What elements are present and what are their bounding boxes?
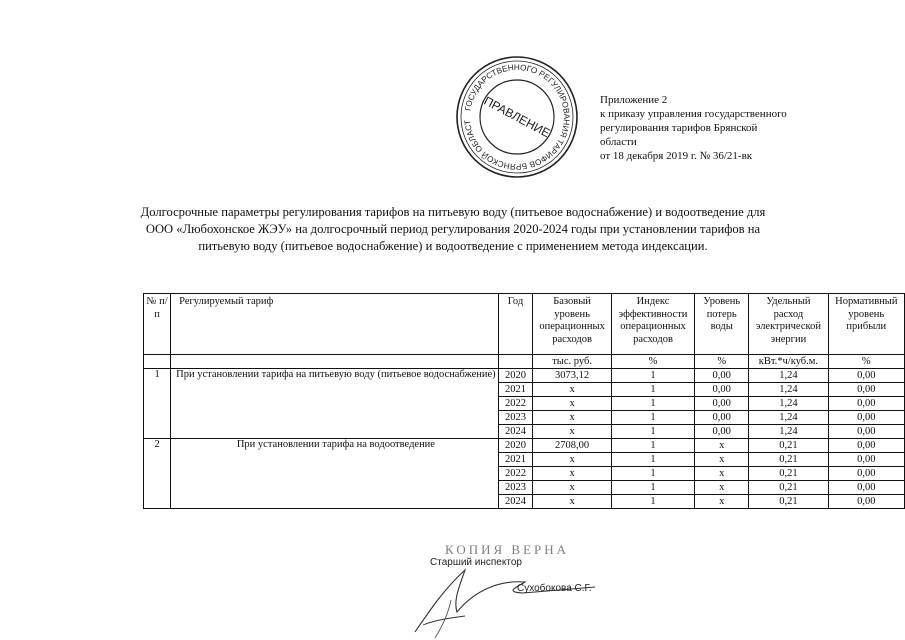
profit-cell: 0,00 xyxy=(828,439,904,453)
unit-base-costs: тыс. руб. xyxy=(533,355,612,369)
base-cell: х xyxy=(533,397,612,411)
energy-cell: 1,24 xyxy=(749,425,828,439)
appendix-line: от 18 декабря 2019 г. № 36/21-вк xyxy=(600,150,753,162)
unit-energy-consumption: кВт.*ч/куб.м. xyxy=(749,355,828,369)
profit-cell: 0,00 xyxy=(828,425,904,439)
index-cell: 1 xyxy=(611,467,694,481)
index-cell: 1 xyxy=(611,425,694,439)
loss-cell: х xyxy=(695,439,749,453)
energy-cell: 1,24 xyxy=(749,369,828,383)
stamp-center-text: ПРАВЛЕНИЕ xyxy=(481,93,553,141)
units-empty-cell xyxy=(144,355,171,369)
index-cell: 1 xyxy=(611,439,694,453)
header-base-costs: Базовый уровень операционных расходов xyxy=(533,294,612,355)
table-units-row xyxy=(144,355,905,369)
header-water-loss: Уровень потерь воды xyxy=(695,294,749,355)
base-cell: х xyxy=(533,425,612,439)
profit-cell: 0,00 xyxy=(828,411,904,425)
title-line: Долгосрочные параметры регулирования тарифов на питьевую воду (питьевое водоснабжение) и водоотведение для xyxy=(140,205,766,219)
base-cell: 2708,00 xyxy=(533,439,612,453)
profit-cell: 0,00 xyxy=(828,369,904,383)
tariff-name-cell: При установлении тарифа на водоотведение xyxy=(171,439,499,509)
index-cell: 1 xyxy=(611,383,694,397)
stamp-ring-text: ГОСУДАРСТВЕННОГО РЕГУЛИРОВАНИЯ ТАРИФОВ БРЯНСКОЙ ОБЛАСТ xyxy=(463,62,572,172)
base-cell: х xyxy=(533,495,612,509)
row-number-cell: 2 xyxy=(144,439,171,509)
title-line: ООО «Любохонское ЖЭУ» на долгосрочный период регулирования 2020-2024 годы при установлении тарифов на xyxy=(145,222,761,236)
signer-name: Сухобокова С.Г. xyxy=(517,583,592,594)
unit-efficiency-index: % xyxy=(611,355,694,369)
energy-cell: 0,21 xyxy=(749,453,828,467)
year-cell: 2023 xyxy=(498,411,533,425)
units-empty-cell xyxy=(171,355,499,369)
base-cell: х xyxy=(533,453,612,467)
parameters-table xyxy=(143,293,905,509)
year-cell: 2021 xyxy=(498,453,533,467)
header-energy-consumption: Удельный расход электрической энергии xyxy=(749,294,828,355)
unit-profit-level: % xyxy=(828,355,904,369)
profit-cell: 0,00 xyxy=(828,467,904,481)
loss-cell: х xyxy=(695,495,749,509)
units-empty-cell xyxy=(498,355,533,369)
year-cell: 2024 xyxy=(498,425,533,439)
year-cell: 2022 xyxy=(498,397,533,411)
index-cell: 1 xyxy=(611,481,694,495)
year-cell: 2023 xyxy=(498,481,533,495)
loss-cell: 0,00 xyxy=(695,369,749,383)
table-body xyxy=(144,369,905,509)
table-row xyxy=(144,369,905,383)
header-tariff: Регулируемый тариф xyxy=(171,294,499,355)
signer-position: Старший инспектор xyxy=(430,557,522,568)
base-cell: 3073,12 xyxy=(533,369,612,383)
header-num: № п/п xyxy=(144,294,171,355)
loss-cell: х xyxy=(695,481,749,495)
unit-water-loss: % xyxy=(695,355,749,369)
index-cell: 1 xyxy=(611,495,694,509)
energy-cell: 1,24 xyxy=(749,411,828,425)
index-cell: 1 xyxy=(611,397,694,411)
appendix-block xyxy=(600,93,850,163)
energy-cell: 0,21 xyxy=(749,481,828,495)
base-cell: х xyxy=(533,467,612,481)
index-cell: 1 xyxy=(611,411,694,425)
appendix-line: регулирования тарифов Брянской xyxy=(600,122,758,134)
loss-cell: х xyxy=(695,453,749,467)
loss-cell: 0,00 xyxy=(695,397,749,411)
row-number-cell: 1 xyxy=(144,369,171,439)
certification-block xyxy=(405,540,605,640)
base-cell: х xyxy=(533,481,612,495)
document-title xyxy=(60,204,846,255)
base-cell: х xyxy=(533,383,612,397)
profit-cell: 0,00 xyxy=(828,453,904,467)
header-efficiency-index: Индекс эффективности операционных расходов xyxy=(611,294,694,355)
tariff-name-cell: При установлении тарифа на питьевую воду (питьевое водоснабжение) xyxy=(171,369,499,439)
index-cell: 1 xyxy=(611,453,694,467)
table-row xyxy=(144,439,905,453)
profit-cell: 0,00 xyxy=(828,495,904,509)
profit-cell: 0,00 xyxy=(828,397,904,411)
profit-cell: 0,00 xyxy=(828,481,904,495)
table-header-row xyxy=(144,294,905,355)
loss-cell: 0,00 xyxy=(695,425,749,439)
energy-cell: 0,21 xyxy=(749,495,828,509)
loss-cell: х xyxy=(695,467,749,481)
appendix-line: области xyxy=(600,136,637,148)
header-profit-level: Нормативный уровень прибыли xyxy=(828,294,904,355)
official-stamp xyxy=(452,52,582,182)
year-cell: 2021 xyxy=(498,383,533,397)
energy-cell: 1,24 xyxy=(749,383,828,397)
appendix-line: Приложение 2 xyxy=(600,94,668,106)
appendix-line: к приказу управления государственного xyxy=(600,108,787,120)
profit-cell: 0,00 xyxy=(828,383,904,397)
year-cell: 2020 xyxy=(498,439,533,453)
header-year: Год xyxy=(498,294,533,355)
base-cell: х xyxy=(533,411,612,425)
year-cell: 2022 xyxy=(498,467,533,481)
loss-cell: 0,00 xyxy=(695,411,749,425)
title-line: питьевую воду (питьевое водоснабжение) и водоотведение с применением метода индексации. xyxy=(198,239,708,253)
year-cell: 2020 xyxy=(498,369,533,383)
year-cell: 2024 xyxy=(498,495,533,509)
index-cell: 1 xyxy=(611,369,694,383)
energy-cell: 0,21 xyxy=(749,439,828,453)
energy-cell: 0,21 xyxy=(749,467,828,481)
energy-cell: 1,24 xyxy=(749,397,828,411)
copy-mark: КОПИЯ ВЕРНА xyxy=(445,542,570,557)
loss-cell: 0,00 xyxy=(695,383,749,397)
